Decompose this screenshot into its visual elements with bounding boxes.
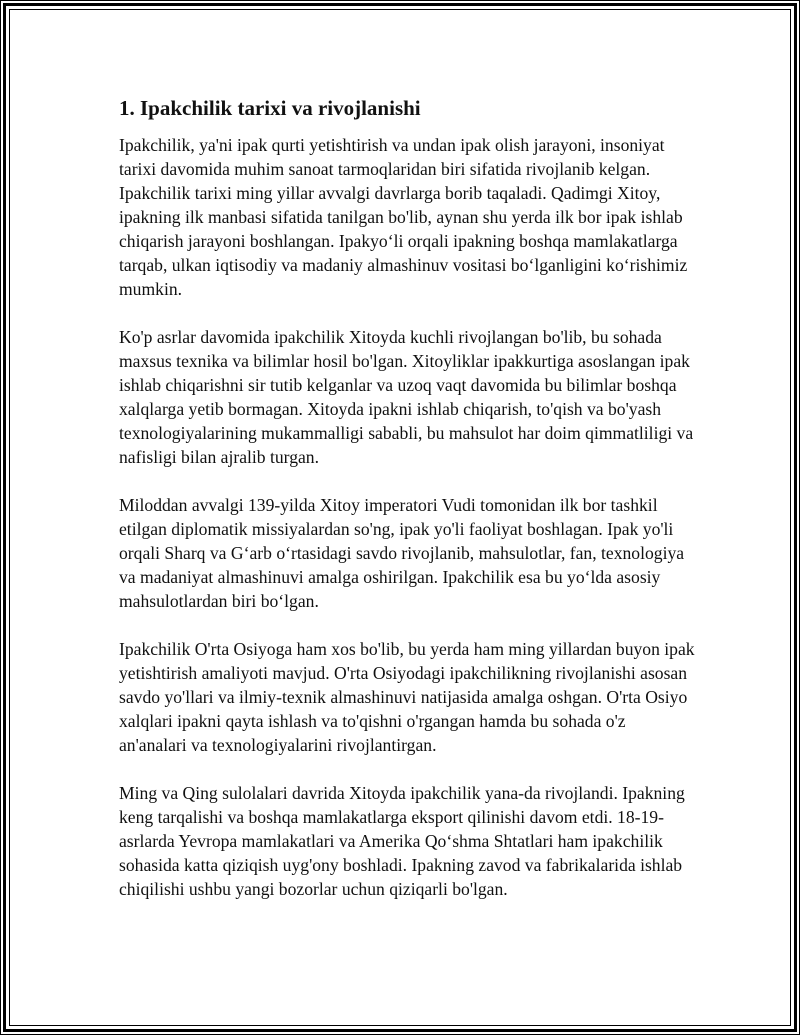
paragraph-1: Ipakchilik, ya'ni ipak qurti yetishtirish va undan ipak olish jarayoni, insoniyat tarixi davomida muhim sanoat tarmoqlaridan biri sifatida rivojlanib kelgan. Ipakchilik tarixi ming yillar avvalgi davrlarga borib taqaladi. Qadimgi Xitoy, ipakning ilk manbasi sifatida tanilgan bo'lib, aynan shu yerda ilk bor ipak ishlab chiqarish jarayoni boshlangan. Ipakyo‘li orqali ipakning boshqa mamlakatlarga tarqab, ulkan iqtisodiy va madaniy almashinuv vositasi bo‘lganligini ko‘rishimiz mumkin. bbox=[119, 135, 688, 299]
paragraph-4: Ipakchilik O'rta Osiyoga ham xos bo'lib, bu yerda ham ming yillardan buyon ipak yetishtirish amaliyoti mavjud. O'rta Osiyodagi ipakchilikning rivojlanishi asosan savdo yo'llari va ilmiy-texnik almashinuvi natijasida amalga oshgan. O'rta Osiyo xalqlari ipakni qayta ishlash va to'qishni o'rgangan hamda bu sohada o'z an'analari va texnologiyalarini rivojlantirgan. bbox=[119, 639, 695, 755]
section-heading: 1. Ipakchilik tarixi va rivojlanishi bbox=[119, 96, 421, 120]
paragraph-3: Miloddan avvalgi 139-yilda Xitoy imperatori Vudi tomonidan ilk bor tashkil etilgan diplomatik missiyalardan so'ng, ipak yo'li faoliyat boshlagan. Ipak yo'li orqali Sharq va G‘arb o‘rtasidagi savdo rivojlanib, mahsulotlar, fan, texnologiya va madaniyat almashinuvi amalga oshirilgan. Ipakchilik esa bu yo‘lda asosiy mahsulotlardan biri bo‘lgan. bbox=[119, 495, 685, 611]
document-content bbox=[119, 93, 695, 925]
paragraph-2: Ko'p asrlar davomida ipakchilik Xitoyda kuchli rivojlangan bo'lib, bu sohada maxsus texnika va bilimlar hosil bo'lgan. Xitoyliklar ipakkurtiga asoslangan ipak ishlab chiqarishni sir tutib kelganlar va uzoq vaqt davomida bu bilimlar boshqa xalqlarga yetib bormagan. Xitoyda ipakni ishlab chiqarish, to'qish va bo'yash texnologiyalarining mukammalligi sababli, bu mahsulot har doim qimmatliligi va nafisligi bilan ajralib turgan. bbox=[119, 327, 694, 467]
paragraph-5: Ming va Qing sulolalari davrida Xitoyda ipakchilik yana-da rivojlandi. Ipakning keng tarqalishi va boshqa mamlakatlarga eksport qilinishi davom etdi. 18-19-asrlarda Yevropa mamlakatlari va Amerika Qo‘shma Shtatlari ham ipakchilik sohasida katta qiziqish uyg'ony boshladi. Ipakning zavod va fabrikalarida ishlab chiqilishi ushbu yangi bozorlar uchun qiziqarli bo'lgan. bbox=[119, 783, 685, 899]
